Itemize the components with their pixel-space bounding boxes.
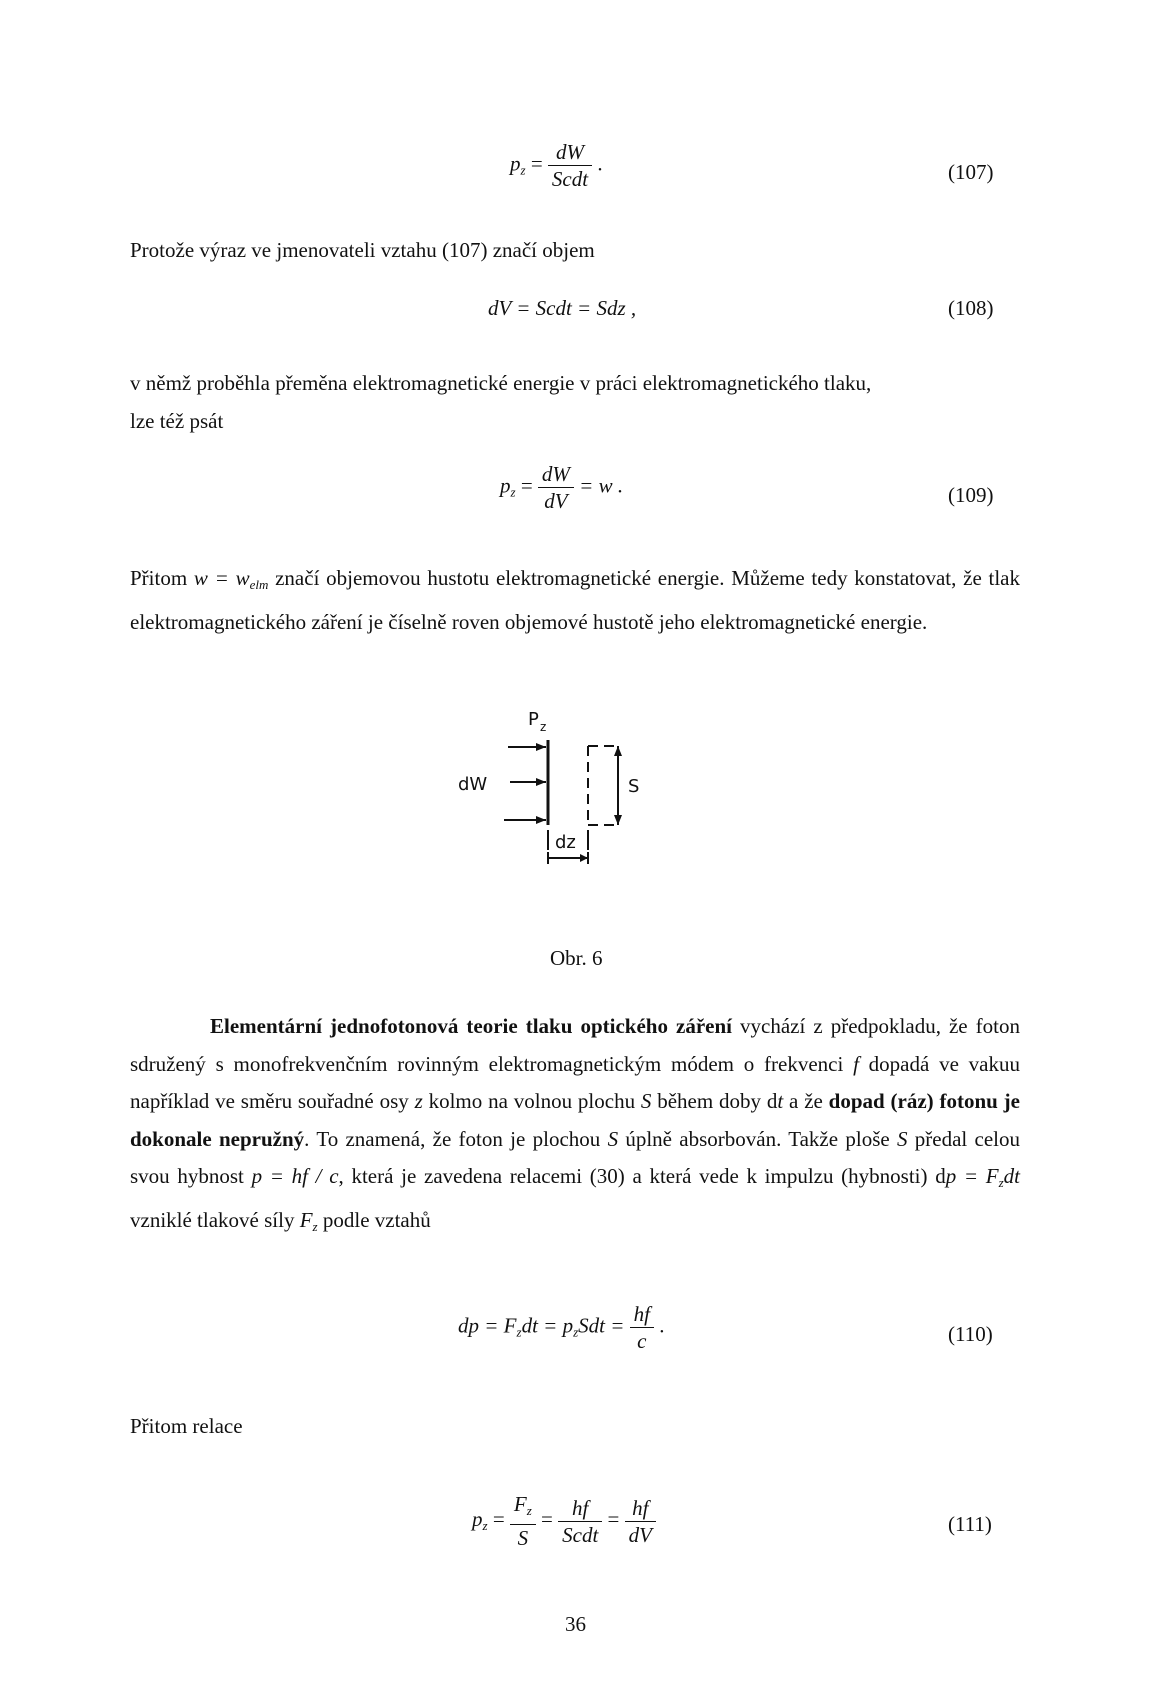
- equation-107: [510, 140, 603, 191]
- equation-108: dV = Scdt = Sdz ,: [488, 296, 637, 320]
- paragraph-2-line-1: v němž proběhla přeměna elektromagnetické energie v práci elektromagnetického tlaku,: [130, 371, 872, 395]
- eq111-denominator-1: S: [517, 1526, 529, 1550]
- eq110-denominator: c: [637, 1329, 647, 1353]
- eq110-tail: .: [659, 1313, 665, 1338]
- paragraph-3-text-a: Přitom: [130, 566, 194, 590]
- eq110-part2: dt = p: [521, 1313, 574, 1338]
- paragraph-4-impulse: p = F: [945, 1164, 999, 1188]
- paragraph-4-t: t: [777, 1089, 784, 1113]
- eq110-fraction: [630, 1302, 654, 1353]
- eq111-fraction-3: [625, 1496, 656, 1547]
- eq107-number: (107): [948, 160, 994, 184]
- paragraph-4-text-i: , která je zavedena relacemi (30) a která vede k impulzu (hybnosti) d: [338, 1164, 946, 1188]
- eq111-equals-1: =: [492, 1506, 505, 1531]
- eq111-numerator-1: [510, 1492, 536, 1525]
- paragraph-4-z-sub: z: [998, 1175, 1004, 1190]
- eq110-numerator: hf: [630, 1302, 654, 1328]
- equation-110: [458, 1302, 665, 1353]
- paragraph-4-momentum: p = hf / c: [251, 1164, 339, 1188]
- paragraph-4-bold-title: Elementární jednofotonová teorie tlaku optického záření: [210, 1014, 732, 1038]
- paragraph-4-F: F: [299, 1207, 313, 1232]
- eq111-fraction-2: [558, 1496, 602, 1547]
- paragraph-4-S3: S: [896, 1126, 908, 1151]
- eq109-denominator: dV: [544, 489, 568, 513]
- eq111-denominator-3: dV: [628, 1522, 652, 1547]
- eq111-num1-text: F: [513, 1492, 527, 1516]
- figure-label-pz-sub: z: [540, 720, 547, 734]
- eq110-number: (110): [948, 1322, 993, 1346]
- paragraph-4-dt: dt: [1003, 1164, 1020, 1188]
- eq111-number: (111): [948, 1512, 992, 1536]
- eq111-num1-sub: z: [526, 1503, 532, 1518]
- paragraph-3-w-sub: elm: [249, 577, 269, 592]
- eq110-sub2: z: [573, 1324, 579, 1340]
- paragraph-4-text-e: a že: [783, 1089, 829, 1113]
- eq110-part3: Sdt =: [578, 1313, 625, 1338]
- paragraph-2: [130, 365, 1020, 440]
- eq107-fraction: [548, 140, 592, 191]
- eq110-sub1: z: [516, 1324, 522, 1340]
- paragraph-4-F-sub: z: [312, 1218, 318, 1234]
- figure-label-dw: dW: [458, 774, 488, 795]
- eq107-denominator: Scdt: [551, 167, 589, 191]
- eq111-denominator-2: Scdt: [562, 1522, 599, 1547]
- figure-6-diagram: [440, 700, 700, 910]
- paragraph-4-text-j: vzniklé tlakové síly: [130, 1207, 300, 1232]
- paragraph-4-bold-statement: dopad (ráz) fotonu je dokonale nepružný: [130, 1089, 1020, 1151]
- figure-label-pz: P: [528, 709, 539, 730]
- figure-caption: Obr. 6: [550, 946, 603, 970]
- figure-label-s: S: [628, 776, 640, 797]
- paragraph-4-text-c: kolmo na volnou plochu: [422, 1089, 641, 1113]
- paragraph-4-text-h: předal celou svou hybnost: [130, 1126, 1021, 1188]
- paragraph-4-z: z: [414, 1089, 423, 1113]
- eq107-numerator: dW: [548, 140, 592, 166]
- paragraph-3-w: w = w: [193, 566, 250, 590]
- equation-109: [500, 462, 623, 513]
- eq109-numerator: dW: [538, 462, 574, 488]
- eq108-number: (108): [948, 296, 994, 320]
- eq109-lhs: p: [500, 473, 511, 498]
- paragraph-3: [130, 560, 1020, 641]
- eq111-numerator-3: hf: [625, 1496, 656, 1522]
- eq109-equals: =: [520, 473, 533, 498]
- paragraph-4-text-k: podle vztahů: [317, 1207, 431, 1232]
- paragraph-1: Protože výraz ve jmenovateli vztahu (107) značí objem: [130, 238, 595, 262]
- paragraph-4-text-d: během doby d: [651, 1089, 778, 1113]
- eq107-tail: .: [597, 151, 603, 176]
- equation-111: [472, 1492, 656, 1550]
- eq107-lhs: p: [510, 151, 521, 176]
- page-number: 36: [565, 1612, 586, 1636]
- paragraph-2-line-2: lze též psát: [130, 408, 224, 433]
- paragraph-4-text-a: vychází z předpokladu, že foton sdružený s monofrekvenčním rovinným elektromagnetickým módem o frekvenci: [130, 1014, 1020, 1076]
- eq111-fraction-1: [510, 1492, 536, 1550]
- paragraph-4-text-b: dopadá ve vakuu například ve směru souřadné osy: [130, 1051, 1020, 1113]
- eq111-equals-2: =: [541, 1506, 553, 1531]
- eq109-number: (109): [948, 483, 994, 507]
- paragraph-5: Přitom relace: [130, 1414, 243, 1438]
- eq107-equals: =: [530, 151, 543, 176]
- paragraph-4-text-g: úplně absorbován. Takže ploše: [618, 1126, 897, 1151]
- paragraph-4-f: f: [853, 1051, 859, 1076]
- eq111-lhs-sub: z: [482, 1517, 488, 1533]
- paragraph-4-text-f: . To znamená, že foton je plochou: [304, 1126, 608, 1151]
- eq111-numerator-2: hf: [558, 1496, 602, 1522]
- eq111-equals-3: =: [607, 1506, 620, 1531]
- paragraph-4-S1: S: [640, 1089, 652, 1113]
- eq107-lhs-sub: z: [520, 162, 526, 178]
- eq111-lhs: p: [472, 1506, 483, 1531]
- paragraph-3-text-b: značí objemovou hustotu elektromagnetické energie. Můžeme tedy konstatovat, že tlak elektromagnetického záření je číselně roven objemové hustotě jeho elektromagnetické energie.: [130, 566, 1020, 634]
- paragraph-4-S2: S: [607, 1126, 619, 1151]
- eq109-tail: = w .: [579, 473, 624, 498]
- eq109-lhs-sub: z: [510, 484, 516, 500]
- figure-label-dz: dz: [555, 832, 576, 853]
- eq109-fraction: [538, 462, 574, 513]
- eq110-part1: dp = F: [458, 1313, 517, 1338]
- paragraph-4: [130, 1008, 1020, 1245]
